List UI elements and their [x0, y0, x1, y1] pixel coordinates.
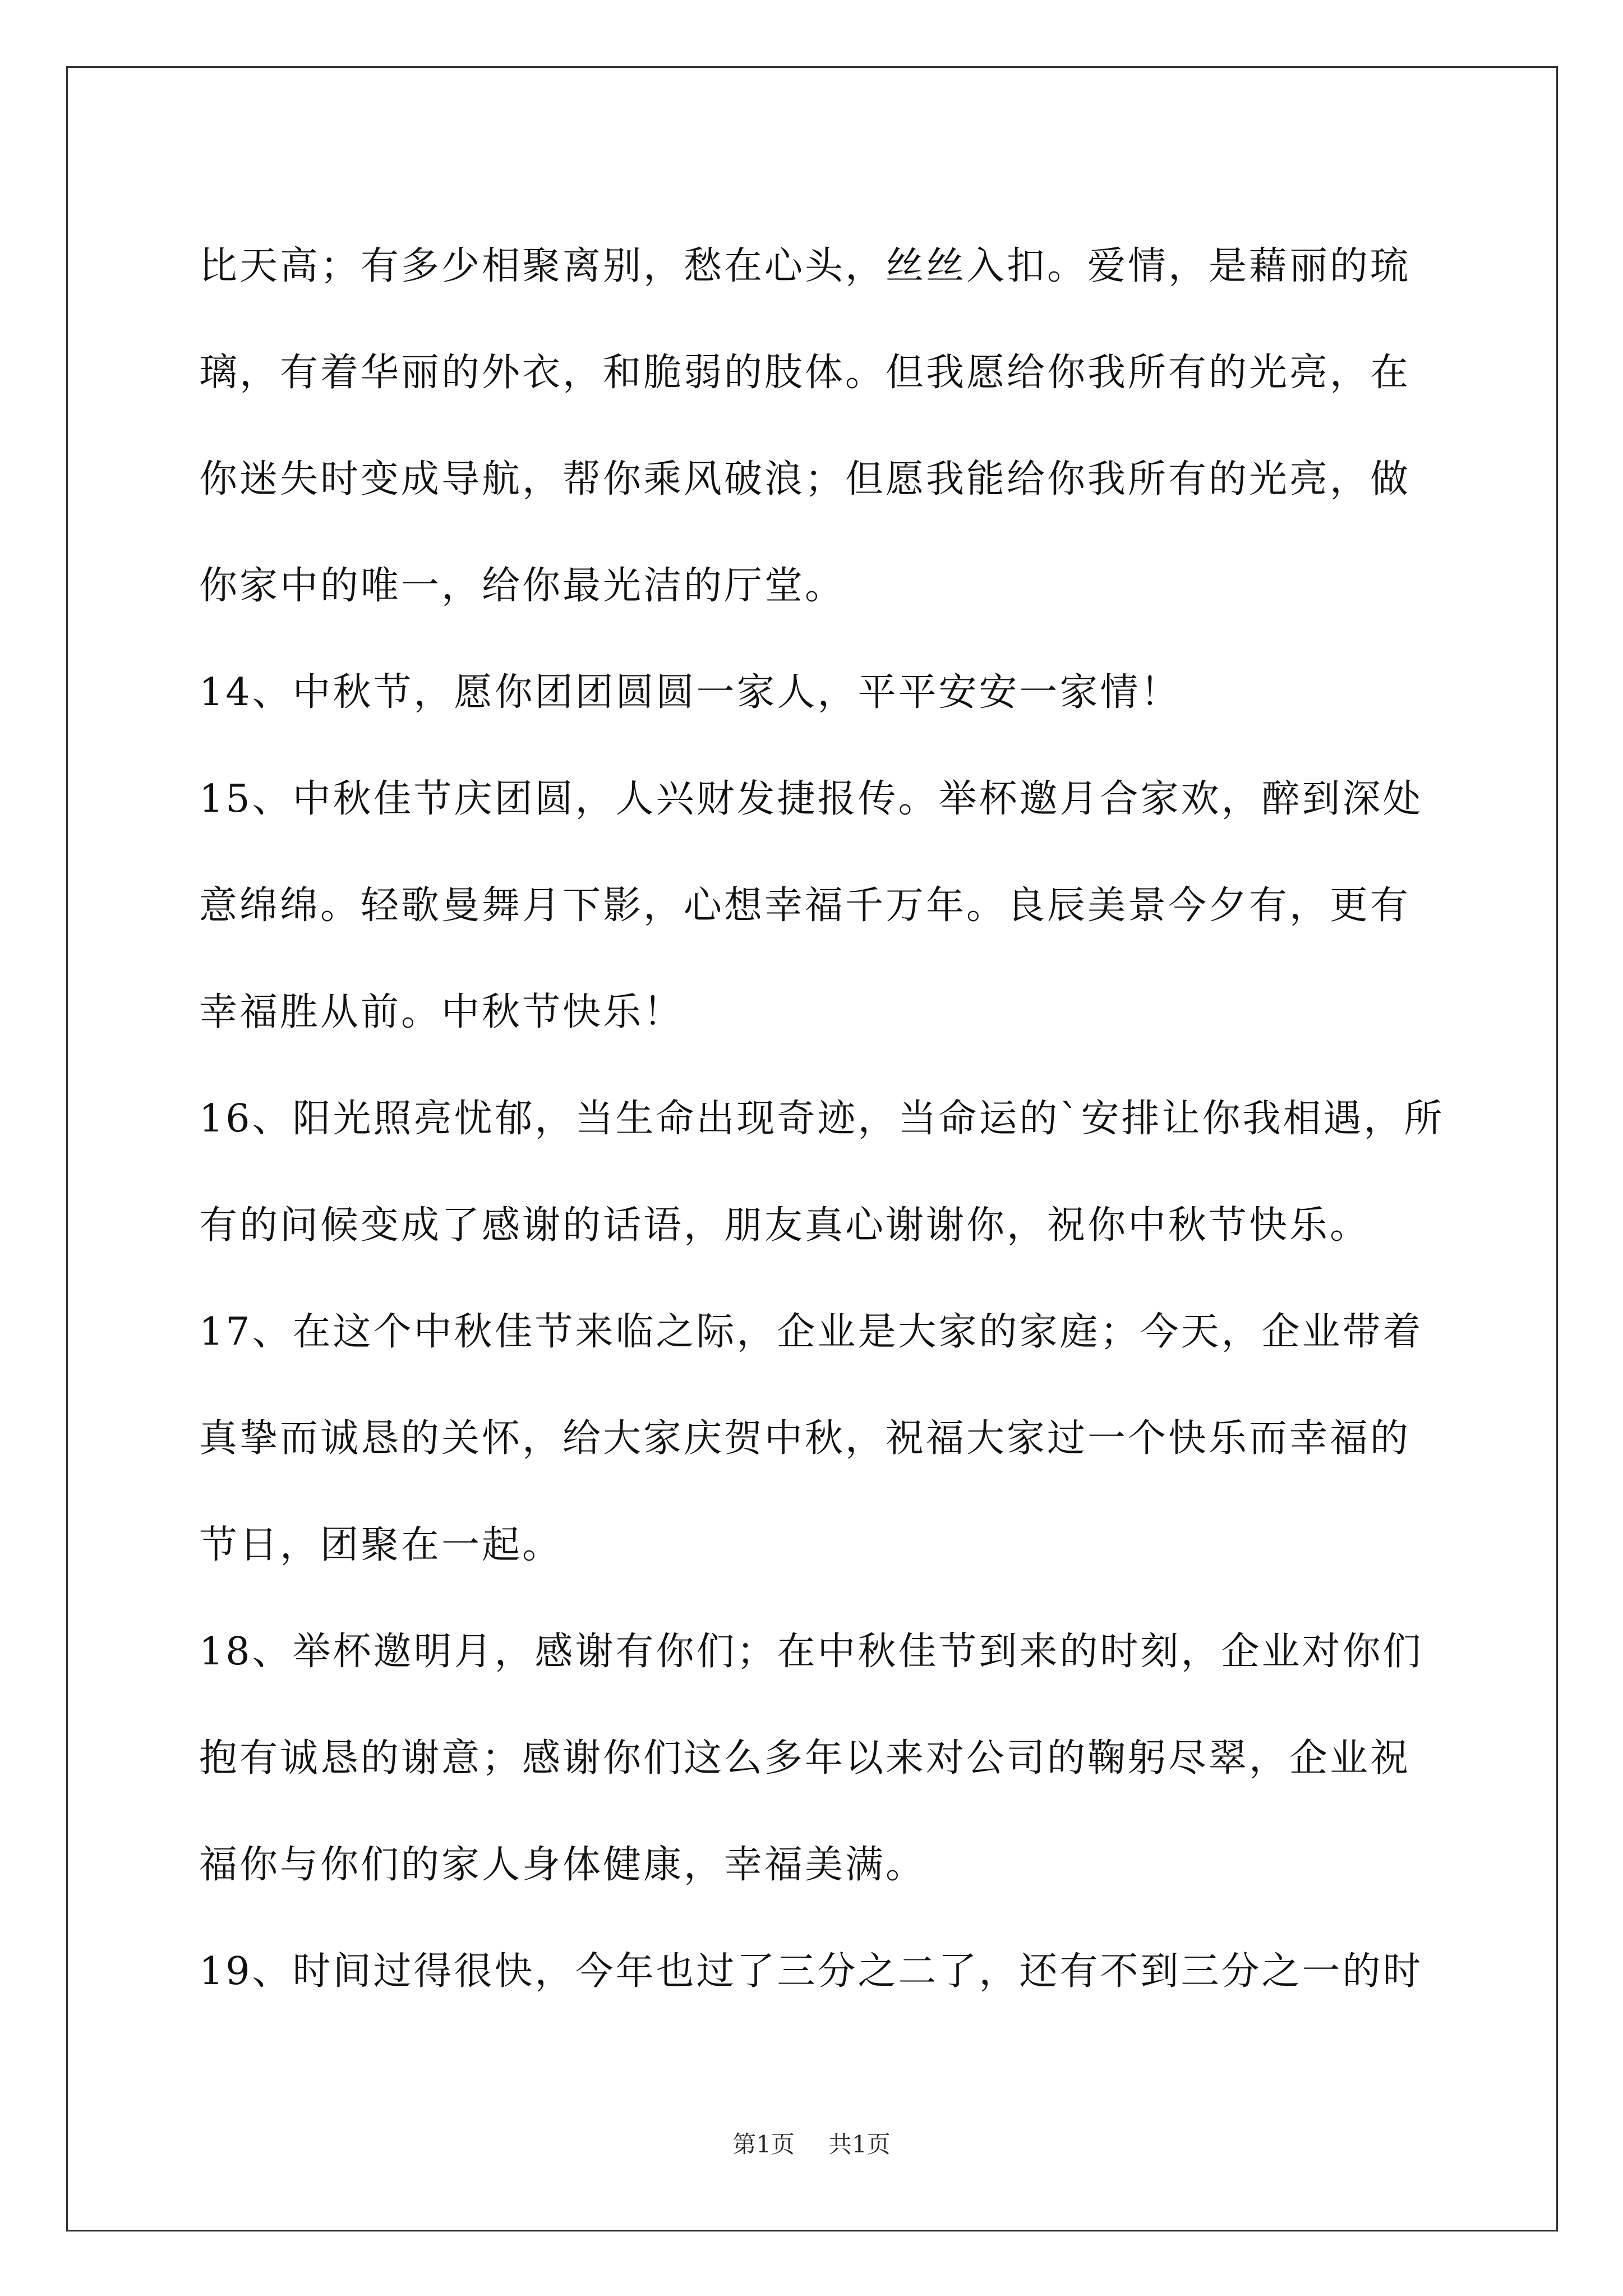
text-line: 幸福胜从前。中秋节快乐！ — [199, 990, 684, 1034]
text-line: 抱有诚恳的谢意；感谢你们这么多年以来对公司的鞠躬尽翠，企业祝 — [199, 1736, 1411, 1780]
text-line: 14、中秋节，愿你团团圆圆一家人，平平安安一家情！ — [199, 670, 1181, 715]
page-count: 共1页 — [828, 2131, 891, 2158]
page-number: 第1页 — [732, 2131, 795, 2158]
text-line: 17、在这个中秋佳节来临之际，企业是大家的家庭；今天，企业带着 — [199, 1310, 1423, 1354]
text-line: 18、举杯邀明月，感谢有你们；在中秋佳节到来的时刻，企业对你们 — [199, 1630, 1423, 1674]
document-body — [199, 213, 1445, 2025]
page-footer — [0, 2126, 1623, 2160]
text-line: 节日，团聚在一起。 — [199, 1523, 563, 1567]
text-line: 16、阳光照亮忧郁，当生命出现奇迹，当命运的`安排让你我相遇，所 — [199, 1097, 1445, 1141]
text-line: 有的问候变成了感谢的话语，朋友真心谢谢你，祝你中秋节快乐。 — [199, 1203, 1371, 1248]
text-line: 你迷失时变成导航，帮你乘风破浪；但愿我能给你我所有的光亮，做 — [199, 457, 1411, 501]
text-line: 福你与你们的家人身体健康，幸福美满。 — [199, 1843, 926, 1887]
text-line: 真挚而诚恳的关怀，给大家庆贺中秋，祝福大家过一个快乐而幸福的 — [199, 1416, 1411, 1461]
text-line: 你家中的唯一，给你最光洁的厅堂。 — [199, 564, 846, 608]
text-line: 19、时间过得很快，今年也过了三分之二了，还有不到三分之一的时 — [199, 1949, 1423, 1994]
text-line: 璃，有着华丽的外衣，和脆弱的肢体。但我愿给你我所有的光亮，在 — [199, 351, 1411, 395]
text-line: 15、中秋佳节庆团圆，人兴财发捷报传。举杯邀月合家欢，醉到深处 — [199, 777, 1423, 821]
text-line: 意绵绵。轻歌曼舞月下影，心想幸福千万年。良辰美景今夕有，更有 — [199, 884, 1411, 928]
text-line: 比天高；有多少相聚离别，愁在心头，丝丝入扣。爱情，是藉丽的琉 — [199, 244, 1411, 288]
